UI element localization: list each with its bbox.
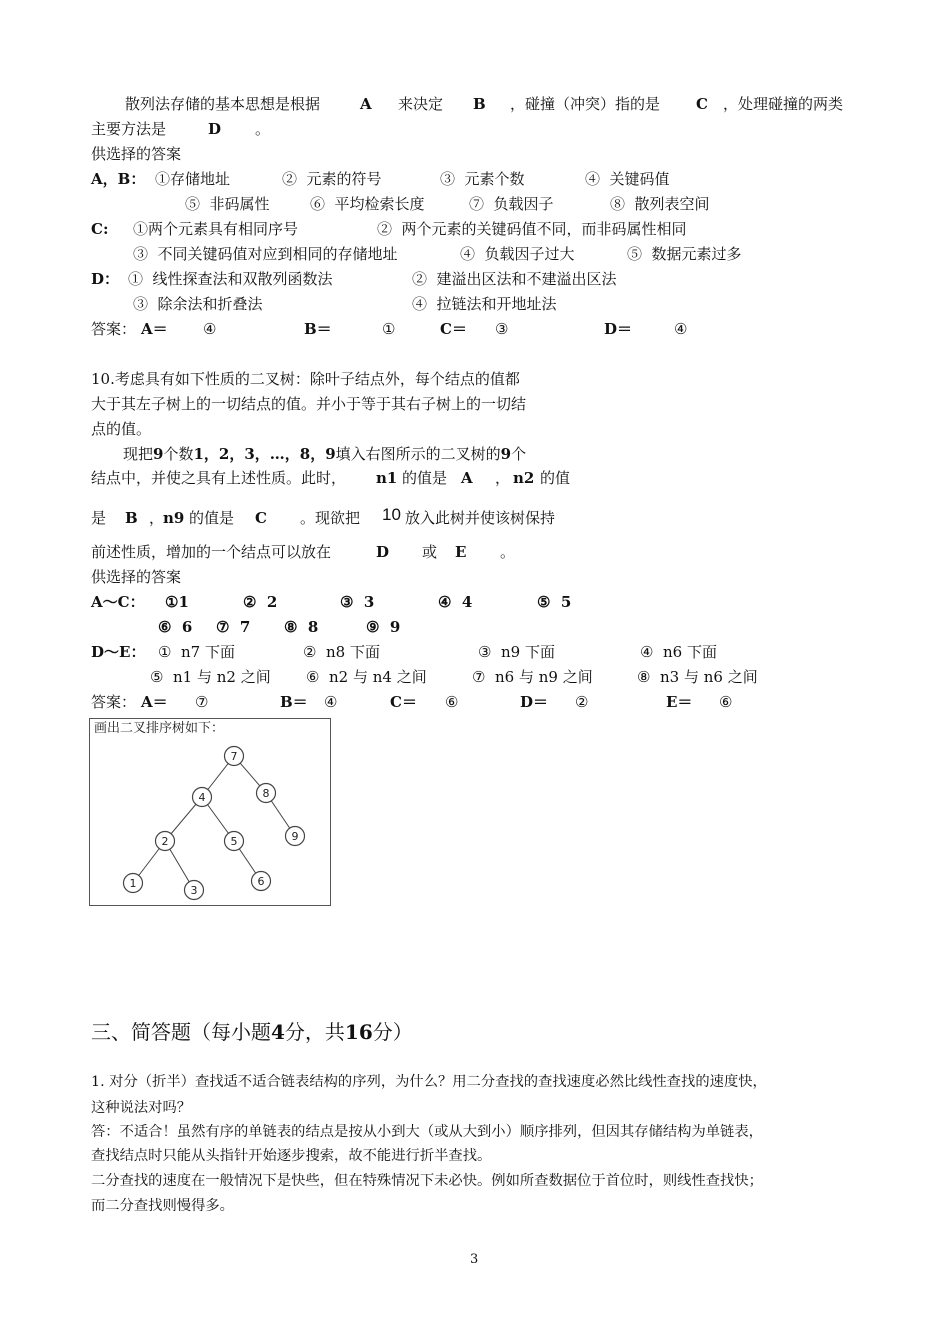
choice-option: ①存储地址 — [155, 170, 231, 188]
choice-option: ⑥ 平均检索长度 — [310, 195, 425, 213]
answer-key: A＝ — [141, 693, 168, 711]
q9-text: ，碰撞（冲突）指的是 — [510, 95, 661, 113]
choice-option: ③ 除余法和折叠法 — [133, 295, 263, 313]
choice-option: ② 两个元素的关键码值不同，而非码属性相同 — [377, 220, 687, 238]
choice-option: ④ 拉链法和开地址法 — [412, 295, 557, 313]
choice-option: ⑧ 散列表空间 — [610, 195, 710, 213]
tree-node-label: 2 — [161, 835, 169, 848]
q10-line-5: 结点中，并使之具有上述性质。此时， — [91, 469, 347, 487]
q10-text: ， — [149, 509, 165, 527]
choices-heading: 供选择的答案 — [91, 568, 182, 586]
q10-text: 1，2，3，…，8，9 — [193, 445, 336, 463]
node-ref: n2 — [513, 469, 535, 487]
choice-option: ⑧ 8 — [284, 618, 319, 636]
choice-option: ① 线性探查法和双散列函数法 — [128, 270, 333, 288]
answer-value: ④ — [674, 320, 688, 338]
q9-text: 。 — [255, 120, 271, 138]
blank-C-label: C — [696, 95, 708, 113]
choice-option: ⑨ 9 — [366, 618, 401, 636]
answer-value: ① — [382, 320, 396, 338]
q10-text: 9 — [500, 445, 512, 463]
q10-line-7: 前述性质，增加的一个结点可以放在 — [91, 543, 332, 561]
blank-C-label: C — [255, 509, 267, 527]
q10-text: 填入右图所示的二叉树的 — [335, 445, 501, 463]
choice-option: ⑦ 负载因子 — [469, 195, 554, 213]
answer-value: ③ — [495, 320, 509, 338]
choice-option: ③ n9 下面 — [478, 643, 555, 661]
blank-B-label: B — [125, 509, 138, 527]
answer-1-text: 二分查找的速度在一般情况下是快些，但在特殊情况下未必快。例如所查数据位于首位时，则线性查找快； — [91, 1173, 763, 1189]
q10-text: 放入此树并使该树保持 — [405, 509, 556, 527]
choice-option: ①1 — [165, 593, 189, 611]
choice-option: ④ 关键码值 — [585, 170, 670, 188]
question-1-text: 这种说法对吗？ — [91, 1100, 192, 1116]
q10-text: 个 — [511, 445, 527, 463]
blank-D-label: D — [208, 120, 222, 138]
answer-key: C＝ — [390, 693, 417, 711]
page-number: 3 — [470, 1252, 479, 1267]
choice-option: ⑧ n3 与 n6 之间 — [637, 668, 758, 686]
answer-1-text: 而二分查找则慢得多。 — [91, 1198, 234, 1214]
answer-key: E＝ — [666, 693, 693, 711]
section-heading — [91, 1019, 413, 1045]
q9-line-2: 主要方法是 — [91, 120, 167, 138]
node-ref: n1 — [376, 469, 398, 487]
node-ref: n9 — [163, 509, 185, 527]
blank-D-label: D — [376, 543, 390, 561]
choice-group-label: C: — [91, 220, 109, 238]
binary-tree-figure — [89, 718, 331, 906]
choice-option: ⑦ n6 与 n9 之间 — [472, 668, 593, 686]
answer-key: D＝ — [604, 320, 633, 338]
q10-text: ， — [495, 469, 511, 487]
q10-text: 现把 — [123, 445, 154, 463]
q10-text: 。现欲把 — [300, 509, 361, 527]
blank-B-label: B — [473, 95, 486, 113]
answer-value: ⑥ — [445, 693, 459, 711]
heading-text: 三、简答题（每小题 — [91, 1020, 271, 1044]
choice-group-label: D～E： — [91, 643, 146, 661]
choice-option: ② 建溢出区法和不建溢出区法 — [412, 270, 617, 288]
binary-tree-diagram — [90, 719, 330, 905]
choice-group-label: A～C： — [91, 593, 145, 611]
answer-key: D＝ — [520, 693, 549, 711]
tree-node-label: 5 — [230, 835, 238, 848]
q9-text: ，处理碰撞的两类 — [723, 95, 844, 113]
answer-key: C＝ — [440, 320, 467, 338]
choice-option: ③ 3 — [340, 593, 375, 611]
choice-option: ② 2 — [243, 593, 278, 611]
value-ten: 10 — [382, 505, 401, 524]
answer-value: ⑥ — [719, 693, 733, 711]
tree-node-label: 1 — [129, 877, 137, 890]
choice-option: ② 元素的符号 — [282, 170, 382, 188]
choice-option: ② n8 下面 — [303, 643, 380, 661]
answer-value: ④ — [324, 693, 338, 711]
tree-node-label: 9 — [291, 830, 299, 843]
q10-line-3: 点的值。 — [91, 420, 152, 438]
answer-key: B＝ — [280, 693, 308, 711]
q10-text: 的值是 — [402, 469, 448, 487]
tree-node-label: 6 — [257, 875, 265, 888]
tree-node-label: 4 — [198, 791, 206, 804]
choice-option: ③ 元素个数 — [440, 170, 525, 188]
q10-text: 或 — [422, 543, 438, 561]
q9-text: 来决定 — [398, 95, 444, 113]
heading-text: 16 — [344, 1020, 373, 1044]
choice-group-label: D： — [91, 270, 120, 288]
tree-node-circles — [124, 747, 305, 900]
blank-A-label: A — [461, 469, 473, 487]
answer-value: ⑦ — [195, 693, 209, 711]
q10-text: 的值是 — [189, 509, 235, 527]
blank-A-label: A — [360, 95, 372, 113]
q10-line-2: 大于其左子树上的一切结点的值。并小于等于其右子树上的一切结 — [91, 395, 527, 413]
answer-label: 答案： — [91, 693, 137, 711]
q10-text: 个数 — [163, 445, 194, 463]
choice-option: ③ 不同关键码值对应到相同的存储地址 — [133, 245, 398, 263]
answer-key: A＝ — [141, 320, 168, 338]
choice-option: ⑤ 数据元素过多 — [627, 245, 742, 263]
heading-text: 4 — [271, 1020, 285, 1044]
choice-option: ⑤ 5 — [537, 593, 572, 611]
heading-text: 分，共 — [284, 1020, 345, 1044]
q10-text: 9 — [153, 445, 164, 463]
q9-line-1: 散列法存储的基本思想是根据 — [125, 95, 321, 113]
heading-text: 分） — [372, 1020, 413, 1044]
choice-option: ④ 4 — [438, 593, 473, 611]
blank-E-label: E — [455, 543, 467, 561]
tree-node-label: 7 — [230, 750, 238, 763]
tree-node-label: 8 — [262, 787, 270, 800]
q10-text: 。 — [500, 543, 516, 561]
choice-option: ⑥ 6 — [158, 618, 193, 636]
choice-option: ④ 负载因子过大 — [460, 245, 575, 263]
tree-node-labels — [130, 750, 299, 897]
question-1-text: 1. 对分（折半）查找适不适合链表结构的序列，为什么？用二分查找的查找速度必然比线性查找的速度快， — [91, 1074, 767, 1090]
choice-option: ① n7 下面 — [158, 643, 235, 661]
q10-text: 的值 — [540, 469, 571, 487]
choice-option: ⑦ 7 — [216, 618, 251, 636]
q10-line-4 — [123, 444, 526, 464]
choice-option: ⑥ n2 与 n4 之间 — [306, 668, 427, 686]
choices-heading: 供选择的答案 — [91, 145, 182, 163]
choice-option: ⑤ 非码属性 — [185, 195, 270, 213]
q10-line-1: 10.考虑具有如下性质的二叉树：除叶子结点外，每个结点的值都 — [91, 370, 520, 388]
answer-label: 答案： — [91, 320, 137, 338]
answer-value: ② — [575, 693, 589, 711]
choice-option: ④ n6 下面 — [640, 643, 717, 661]
choice-group-label: A，B： — [91, 170, 146, 188]
answer-1-text: 答：不适合！虽然有序的单链表的结点是按从小到大（或从大到小）顺序排列，但因其存储结构为单链表， — [91, 1124, 763, 1140]
answer-value: ④ — [203, 320, 217, 338]
choice-option: ①两个元素具有相同序号 — [133, 220, 299, 238]
answer-key: B＝ — [304, 320, 332, 338]
answer-1-text: 查找结点时只能从头指针开始逐步搜索，故不能进行折半查找。 — [91, 1148, 492, 1164]
choice-option: ⑤ n1 与 n2 之间 — [150, 668, 271, 686]
q10-line-6: 是 — [91, 509, 107, 527]
figure-caption: 画出二叉排序树如下： — [94, 721, 225, 736]
tree-edges — [133, 756, 295, 890]
tree-node-label: 3 — [190, 884, 198, 897]
